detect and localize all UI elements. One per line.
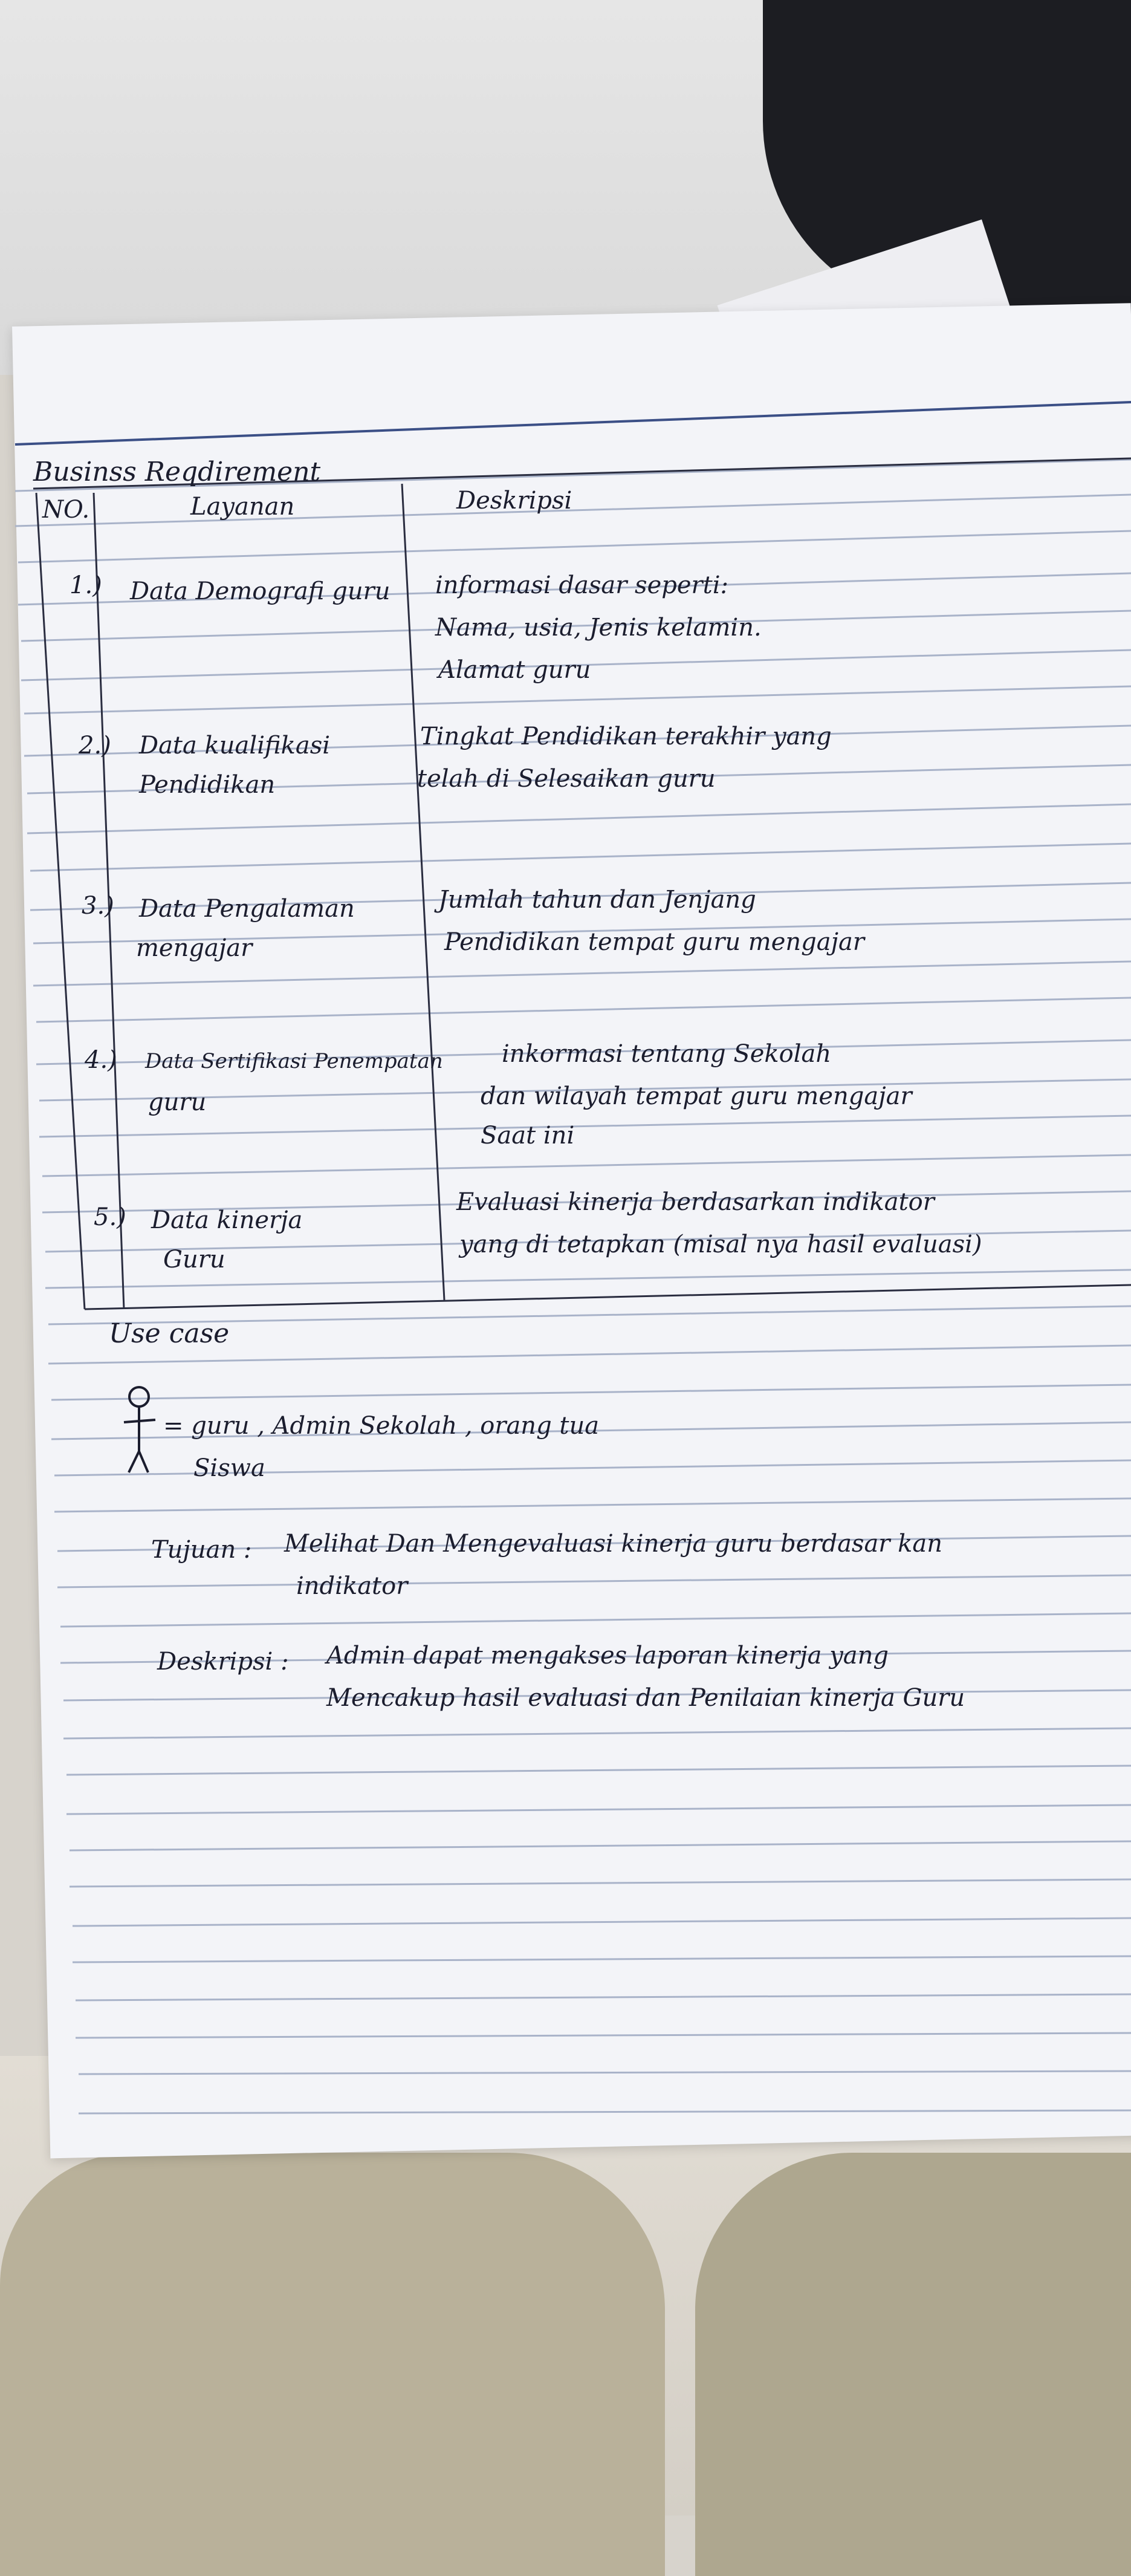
- use-case-heading: Use case: [109, 1318, 230, 1349]
- tujuan-text-2: indikator: [296, 1572, 408, 1600]
- actor-list: = guru , Admin Sekolah , orang tua: [163, 1412, 600, 1440]
- row-4-layanan-2: guru: [148, 1088, 207, 1116]
- header-no: NO.: [42, 496, 90, 524]
- row-4-deskripsi-3: Saat ini: [481, 1122, 575, 1150]
- row-2-layanan-2: Pendidikan: [139, 771, 276, 799]
- actor-stick-figure-icon: [118, 1385, 160, 1475]
- row-2-deskripsi-2: telah di Selesaikan guru: [417, 765, 716, 793]
- row-3-deskripsi-2: Pendidikan tempat guru mengajar: [444, 928, 864, 956]
- row-3-no: 3.): [82, 892, 114, 920]
- header-deskripsi: Deskripsi: [456, 487, 572, 515]
- row-2-layanan-1: Data kualifikasi: [139, 732, 331, 759]
- deskripsi-label: Deskripsi :: [157, 1648, 289, 1676]
- row-3-layanan-2: mengajar: [136, 934, 253, 962]
- row-1-deskripsi-1: informasi dasar seperti:: [435, 571, 728, 599]
- header-layanan: Layanan: [190, 493, 295, 521]
- top-margin-rule: [15, 402, 1131, 444]
- row-3-deskripsi-1: Jumlah tahun dan Jenjang: [438, 886, 756, 914]
- row-5-no: 5.): [94, 1203, 126, 1231]
- horizontal-rules: [15, 460, 1131, 2113]
- row-5-deskripsi-1: Evaluasi kinerja berdasarkan indikator: [456, 1188, 935, 1216]
- row-5-layanan-1: Data kinerja: [151, 1206, 303, 1234]
- actor-list-continued: Siswa: [193, 1454, 265, 1482]
- tujuan-label: Tujuan :: [151, 1536, 252, 1564]
- row-4-deskripsi-1: inkormasi tentang Sekolah: [502, 1040, 832, 1068]
- row-5-deskripsi-2: yang di tetapkan (misal nya hasil evaluasi): [459, 1231, 982, 1258]
- deskripsi-text-1: Admin dapat mengakses laporan kinerja yang: [326, 1642, 889, 1670]
- row-1-deskripsi-3: Alamat guru: [438, 656, 591, 684]
- row-5-layanan-2: Guru: [163, 1246, 225, 1273]
- tujuan-text-1: Melihat Dan Mengevaluasi kinerja guru berdasar kan: [284, 1530, 942, 1558]
- row-1-deskripsi-2: Nama, usia, Jenis kelamin.: [435, 614, 762, 642]
- row-4-no: 4.): [85, 1046, 117, 1074]
- row-1-no: 1.): [70, 571, 102, 599]
- row-2-deskripsi-1: Tingkat Pendidikan terakhir yang: [420, 723, 832, 750]
- row-1-layanan: Data Demografi guru: [130, 577, 391, 605]
- row-2-no: 2.): [79, 732, 111, 759]
- row-3-layanan-1: Data Pengalaman: [139, 895, 355, 923]
- page-title: Businss Reqdirement: [33, 457, 321, 487]
- row-4-deskripsi-2: dan wilayah tempat guru mengajar: [481, 1082, 912, 1110]
- deskripsi-text-2: Mencakup hasil evaluasi dan Penilaian kinerja Guru: [326, 1684, 965, 1712]
- row-4-layanan-1: Data Sertifikasi Penempatan: [145, 1049, 443, 1073]
